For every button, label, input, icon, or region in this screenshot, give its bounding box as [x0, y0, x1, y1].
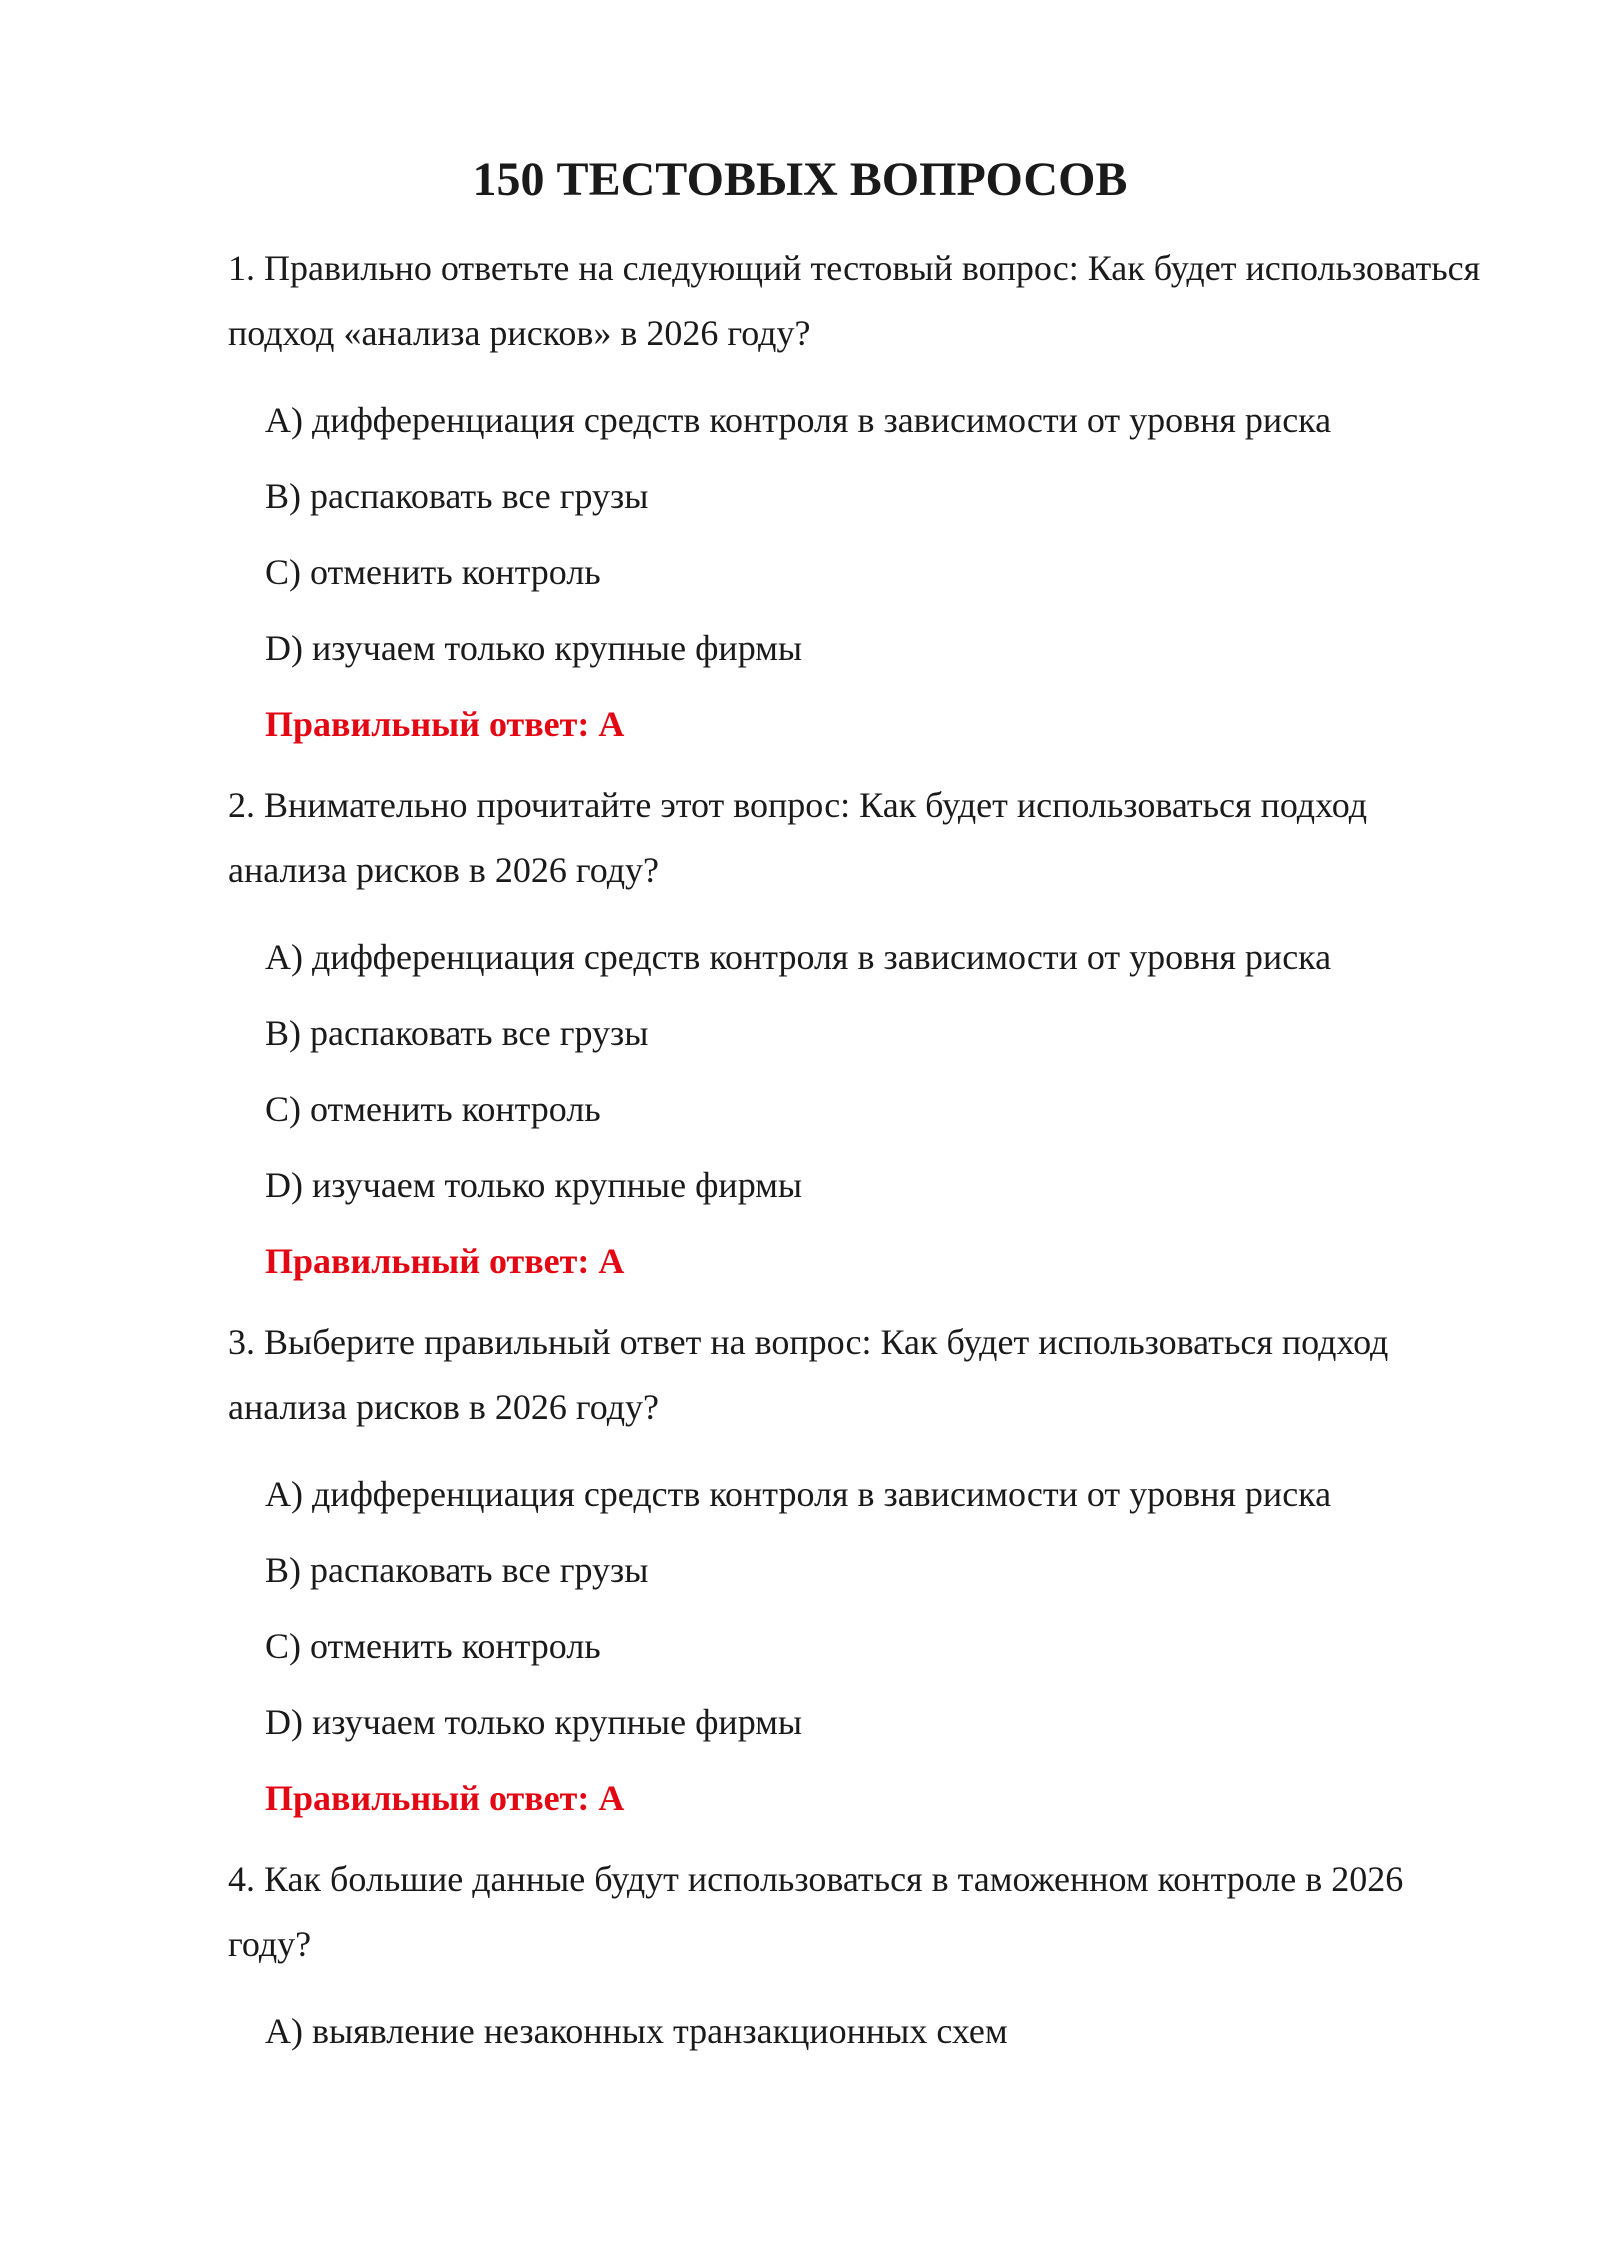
question-2-option-b: B) распаковать все грузы	[265, 1013, 649, 1053]
question-2-option-d: D) изучаем только крупные фирмы	[265, 1165, 803, 1205]
question-3-option-d: D) изучаем только крупные фирмы	[265, 1702, 803, 1742]
question-1-option-d: D) изучаем только крупные фирмы	[265, 628, 803, 668]
question-2-option-a: A) дифференциация средств контроля в зависимости от уровня риска	[265, 937, 1332, 977]
question-4-option-a: A) выявление незаконных транзакционных схем	[265, 2011, 1008, 2051]
question-1-text: 1. Правильно ответьте на следующий тестовый вопрос: Как будет использоваться подход «анализа рисков» в 2026 году?	[228, 248, 1481, 353]
question-3-option-b: B) распаковать все грузы	[265, 1550, 649, 1590]
question-4-text: 4. Как большие данные будут использоваться в таможенном контроле в 2026 году?	[228, 1859, 1404, 1964]
question-2-answer: Правильный ответ: A	[265, 1241, 625, 1281]
question-3-text: 3. Выберите правильный ответ на вопрос: Как будет использоваться подход анализа рисков в 2026 году?	[228, 1322, 1389, 1427]
question-1-option-c: C) отменить контроль	[265, 552, 601, 592]
page-title: 150 ТЕСТОВЫХ ВОПРОСОВ	[472, 153, 1128, 206]
question-2-text: 2. Внимательно прочитайте этот вопрос: Как будет использоваться подход анализа рисков в 2026 году?	[228, 785, 1368, 890]
question-2-option-c: C) отменить контроль	[265, 1089, 601, 1129]
question-1-option-b: B) распаковать все грузы	[265, 476, 649, 516]
question-3-option-a: A) дифференциация средств контроля в зависимости от уровня риска	[265, 1474, 1332, 1514]
question-1-answer: Правильный ответ: A	[265, 704, 625, 744]
question-1-option-a: A) дифференциация средств контроля в зависимости от уровня риска	[265, 400, 1332, 440]
question-3-answer: Правильный ответ: A	[265, 1778, 625, 1818]
question-3-option-c: C) отменить контроль	[265, 1626, 601, 1666]
